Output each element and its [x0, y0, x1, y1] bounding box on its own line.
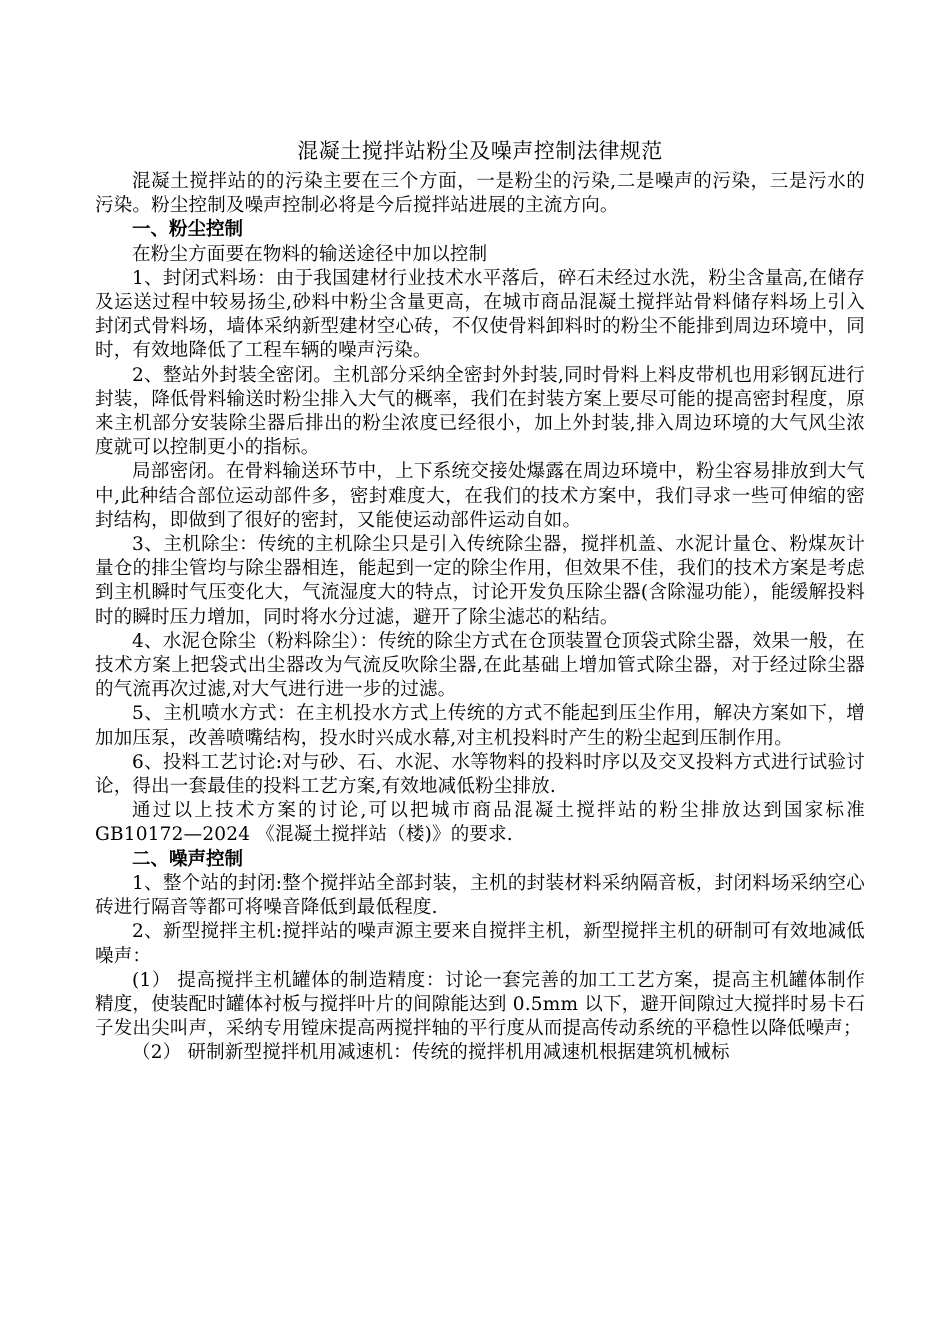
- paragraph: 局部密闭。在骨料输送环节中，上下系统交接处爆露在周边环境中，粉尘容易排放到大气中,此种结合部位运动部件多，密封难度大，在我们的技术方案中，我们寻求一些可伸缩的密封结构，即做到了很好的密封，又能使运动部件运动自如。: [95, 461, 865, 531]
- paragraph: 5、主机喷水方式：在主机投水方式上传统的方式不能起到压尘作用，解决方案如下，增加加压泵，改善喷嘴结构，投水时兴成水幕,对主机投料时产生的粉尘起到压制作用。: [95, 703, 865, 749]
- paragraph: 1、整个站的封闭:整个搅拌站全部封装，主机的封装材料采纳隔音板，封闭料场采纳空心砖进行隔音等都可将噪音降低到最低程度.: [95, 872, 865, 919]
- paragraph: 4、水泥仓除尘（粉料除尘）：传统的除尘方式在仓顶装置仓顶袋式除尘器，效果一般，在技术方案上把袋式出尘器改为气流反吹除尘器,在此基础上增加管式除尘器，对于经过除尘器的气流再次过滤,对大气进行进一步的过滤。: [95, 630, 865, 701]
- paragraph: 6、投料工艺讨论:对与砂、石、水泥、水等物料的投料时序以及交叉投料方式进行试验讨论，得出一套最佳的投料工艺方案,有效地减低粉尘排放.: [95, 751, 865, 798]
- document-title: 混凝土搅拌站粉尘及噪声控制法律规范: [297, 139, 663, 163]
- paragraph: 通过以上技术方案的讨论,可以把城市商品混凝土搅拌站的粉尘排放达到国家标准 GB10172—2024 《混凝土搅拌站（楼)》的要求.: [95, 800, 865, 846]
- intro-paragraph: 混凝土搅拌站的的污染主要在三个方面，一是粉尘的污染,二是噪声的污染，三是污水的污染。粉尘控制及噪声控制必将是今后搅拌站进展的主流方向。: [95, 171, 865, 217]
- paragraph: 2、新型搅拌主机:搅拌站的噪声源主要来自搅拌主机，新型搅拌主机的研制可有效地减低噪声：: [95, 921, 865, 967]
- paragraph: 1、封闭式料场：由于我国建材行业技术水平落后，碎石未经过水洗，粉尘含量高,在储存及运送过程中较易扬尘,砂料中粉尘含量更高，在城市商品混凝土搅拌站骨料储存料场上引入封闭式骨料场，墙体采纳新型建材空心砖，不仅使骨料卸料时的粉尘不能排到周边环境中，同时，有效地降低了工程车辆的噪声污染。: [95, 267, 865, 362]
- paragraph: （2） 研制新型搅拌机用减速机：传统的搅拌机用减速机根据建筑机械标: [132, 1042, 730, 1064]
- section-heading-dust: 一、粉尘控制: [132, 219, 244, 241]
- document-page: [95, 136, 865, 1066]
- paragraph: (1） 提高搅拌主机罐体的制造精度：讨论一套完善的加工工艺方案，提高主机罐体制作精度，使装配时罐体衬板与搅拌叶片的间隙能达到 0.5mm 以下，避开间隙过大搅拌时易卡石子发出尖叫声，采纳专用镗床提高两搅拌轴的平行度从而提高传动系统的平稳性以降低噪声；: [95, 969, 865, 1040]
- paragraph: 3、主机除尘：传统的主机除尘只是引入传统除尘器，搅拌机盖、水泥计量仓、粉煤灰计量仓的排尘管均与除尘器相连，能起到一定的除尘作用，但效果不佳，我们的技术方案是考虑到主机瞬时气压变化大，气流湿度大的特点，讨论开发负压除尘器(含除湿功能），能缓解投料时的瞬时压力增加，同时将水分过滤，避开了除尘滤芯的粘结。: [95, 534, 865, 628]
- paragraph: 在粉尘方面要在物料的输送途径中加以控制: [132, 243, 488, 265]
- paragraph: 2、整站外封装全密闭。主机部分采纳全密封外封装,同时骨料上料皮带机也用彩钢瓦进行封装，降低骨料输送时粉尘排入大气的概率，我们在封装方案上要尽可能的提高密封程度，原来主机部分安装除尘器后排出的粉尘浓度已经很小，加上外封装,排入周边环境的大气风尘浓度就可以控制更小的指标。: [95, 364, 865, 459]
- section-heading-noise: 二、噪声控制: [132, 848, 244, 870]
